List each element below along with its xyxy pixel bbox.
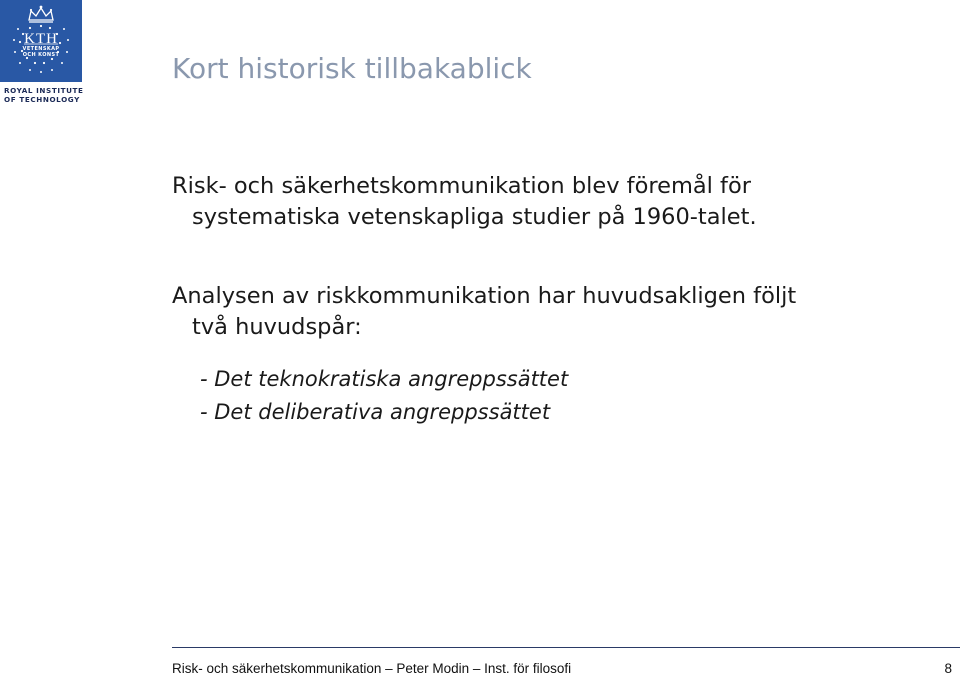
paragraph-1 [172, 171, 757, 233]
paragraph-2 [172, 281, 796, 343]
page-number: 8 [944, 661, 952, 676]
paragraph-2-line-1: Analysen av riskkommunikation har huvudsakligen följt [172, 283, 797, 309]
kth-logo-subtitle-1: VETENSKAP [22, 46, 60, 52]
kth-institution-line-2: OF TECHNOLOGY [4, 95, 80, 104]
approach-list [200, 363, 568, 429]
list-item: - Det teknokratiska angreppssättet [200, 367, 569, 391]
kth-logo-wordmark: KTH [24, 31, 58, 47]
kth-logo [0, 0, 84, 106]
paragraph-1-line-2: systematiska vetenskapliga studier på 1960-talet. [192, 204, 757, 230]
kth-logo-subtitle-2: OCH KONST [22, 52, 60, 58]
kth-logo-emblem [0, 0, 82, 82]
paragraph-1-line-1: Risk- och säkerhetskommunikation blev föremål för [172, 173, 751, 199]
footer-text: Risk- och säkerhetskommunikation – Peter Modin – Inst. för filosofi [172, 661, 572, 676]
slide-title: Kort historisk tillbakablick [172, 52, 532, 85]
footer-divider [172, 647, 960, 648]
kth-institution-name [4, 86, 88, 104]
kth-institution-line-1: ROYAL INSTITUTE [4, 86, 84, 95]
list-item: - Det deliberativa angreppssättet [200, 400, 551, 424]
paragraph-2-line-2: två huvudspår: [192, 314, 362, 340]
